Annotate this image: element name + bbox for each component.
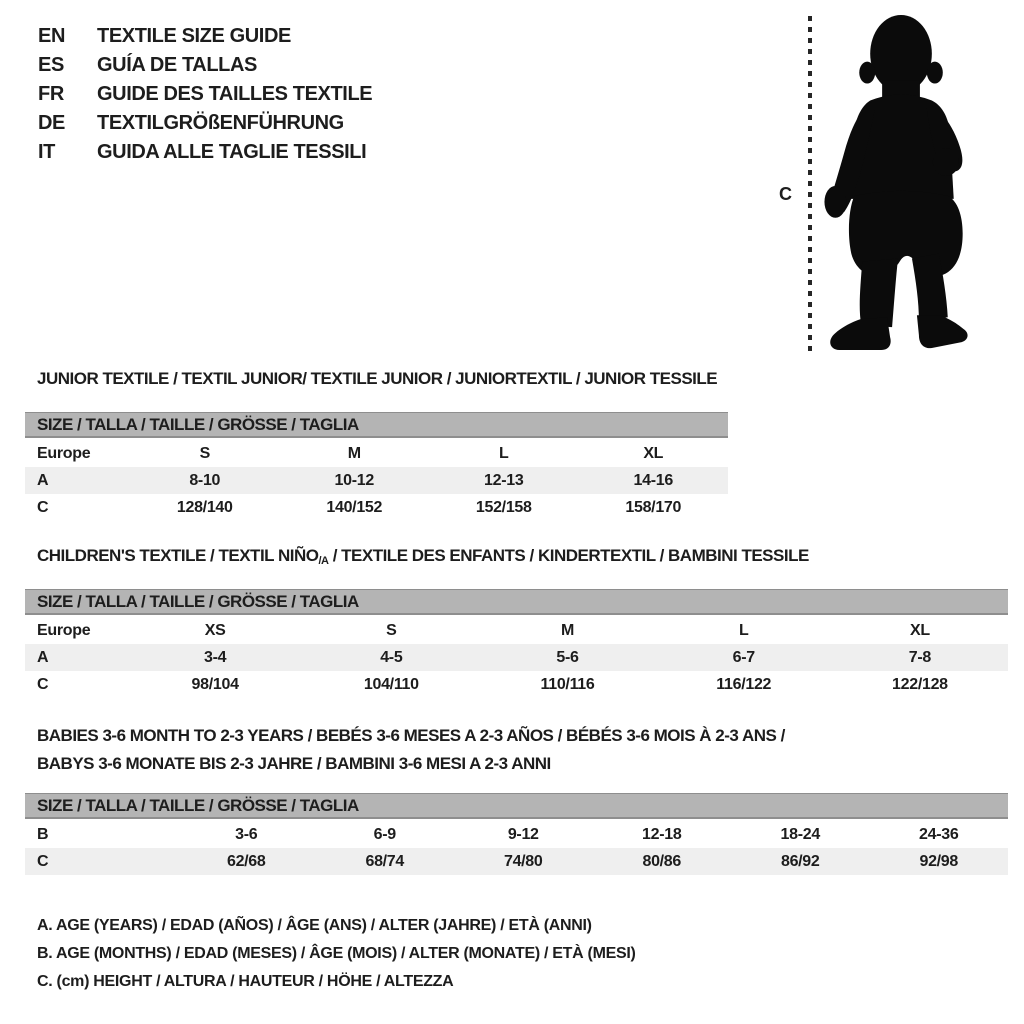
- age-cell: 8-10: [189, 472, 221, 489]
- row-label: Europe: [37, 622, 91, 639]
- row-label: Europe: [37, 445, 91, 462]
- language-row-it: [38, 138, 372, 167]
- junior-size-table: [25, 412, 728, 521]
- size-cell: L: [738, 622, 749, 639]
- height-cell: 158/170: [625, 499, 682, 516]
- language-code: EN: [38, 25, 65, 47]
- height-cell: 86/92: [780, 853, 820, 870]
- size-cell: M: [560, 622, 575, 639]
- language-title: TEXTILE SIZE GUIDE: [97, 25, 291, 47]
- age-cell: 10-12: [334, 472, 374, 489]
- size-cell: L: [499, 445, 509, 462]
- height-cell: 74/80: [503, 853, 543, 870]
- babies-size-table: [25, 793, 1008, 875]
- size-cell: XS: [204, 622, 226, 639]
- height-cell: 68/74: [365, 853, 405, 870]
- babies-heading-line1: BABIES 3-6 MONTH TO 2-3 YEARS / BEBÉS 3-6 MESES A 2-3 AÑOS / BÉBÉS 3-6 MOIS À 2-3 ANS /: [37, 726, 785, 745]
- table-row: [25, 494, 728, 521]
- language-code: FR: [38, 83, 64, 105]
- language-title: GUIDA ALLE TAGLIE TESSILI: [97, 141, 367, 163]
- age-cell: 12-18: [642, 826, 682, 843]
- age-cell: 18-24: [780, 826, 820, 843]
- row-label: C: [37, 499, 49, 516]
- language-row-de: [38, 109, 372, 138]
- height-cell: 80/86: [642, 853, 682, 870]
- babies-heading-line2: BABYS 3-6 MONATE BIS 2-3 JAHRE / BAMBINI 3-6 MESI A 2-3 ANNI: [37, 754, 551, 773]
- height-cell: 152/158: [475, 499, 532, 516]
- height-cell: 128/140: [176, 499, 233, 516]
- age-cell: 14-16: [633, 472, 673, 489]
- row-label: A: [37, 472, 49, 489]
- measure-legend: [37, 912, 636, 996]
- babies-section-heading: [37, 722, 785, 778]
- table-row: [25, 821, 1008, 848]
- language-row-en: [38, 22, 372, 51]
- language-row-es: [38, 51, 372, 80]
- height-cell: 98/104: [191, 676, 239, 693]
- size-cell: XL: [909, 622, 930, 639]
- age-cell: 6-9: [373, 826, 396, 843]
- age-cell: 12-13: [484, 472, 524, 489]
- table-row: [25, 848, 1008, 875]
- language-title: GUIDE DES TAILLES TEXTILE: [97, 83, 373, 105]
- language-title: TEXTILGRÖßENFÜHRUNG: [97, 112, 344, 134]
- age-cell: 9-12: [507, 826, 539, 843]
- children-section-heading: [37, 546, 809, 567]
- language-title: GUÍA DE TALLAS: [97, 54, 257, 76]
- children-heading-subscript: /A: [318, 555, 329, 567]
- height-cell: 122/128: [892, 676, 948, 693]
- height-measure-label: C: [779, 184, 792, 204]
- size-table-header: SIZE / TALLA / TAILLE / GRÖSSE / TAGLIA: [25, 793, 1008, 819]
- age-cell: 3-4: [203, 649, 227, 666]
- age-cell: 3-6: [235, 826, 258, 843]
- children-size-table: [25, 589, 1008, 698]
- table-row: [25, 617, 1008, 644]
- size-table-header: SIZE / TALLA / TAILLE / GRÖSSE / TAGLIA: [25, 589, 1008, 615]
- age-cell: 24-36: [919, 826, 959, 843]
- age-cell: 7-8: [908, 649, 932, 666]
- legend-line-b: B. AGE (MONTHS) / EDAD (MESES) / ÂGE (MOIS) / ALTER (MONATE) / ETÀ (MESI): [37, 945, 636, 962]
- table-row: [25, 440, 728, 467]
- table-row: [25, 644, 1008, 671]
- size-cell: S: [199, 445, 210, 462]
- row-label: A: [37, 649, 49, 666]
- language-title-block: [38, 22, 372, 167]
- age-cell: 5-6: [556, 649, 579, 666]
- size-cell: XL: [643, 445, 664, 462]
- height-cell: 104/110: [363, 676, 419, 693]
- toddler-silhouette-icon: [820, 5, 990, 353]
- row-label: C: [37, 676, 49, 693]
- language-code: ES: [38, 54, 64, 76]
- size-cell: S: [386, 622, 397, 639]
- height-cell: 110/116: [540, 676, 595, 693]
- age-cell: 6-7: [732, 649, 755, 666]
- height-cell: 92/98: [919, 853, 959, 870]
- height-cell: 116/122: [716, 676, 772, 693]
- children-heading-post: / TEXTILE DES ENFANTS / KINDERTEXTIL / BAMBINI TESSILE: [328, 546, 809, 565]
- row-label: B: [37, 826, 49, 843]
- junior-section-heading: JUNIOR TEXTILE / TEXTIL JUNIOR/ TEXTILE JUNIOR / JUNIORTEXTIL / JUNIOR TESSILE: [37, 369, 718, 388]
- height-cell: 62/68: [226, 853, 266, 870]
- row-label: C: [37, 853, 49, 870]
- language-code: DE: [38, 112, 65, 134]
- language-row-fr: [38, 80, 372, 109]
- age-cell: 4-5: [380, 649, 403, 666]
- height-dotted-line: [808, 16, 812, 353]
- size-table-header: SIZE / TALLA / TAILLE / GRÖSSE / TAGLIA: [25, 412, 728, 438]
- table-row: [25, 467, 728, 494]
- size-cell: M: [347, 445, 361, 462]
- children-heading-pre: CHILDREN'S TEXTILE / TEXTIL NIÑO: [37, 546, 319, 565]
- legend-line-c: C. (cm) HEIGHT / ALTURA / HAUTEUR / HÖHE / ALTEZZA: [37, 973, 454, 990]
- legend-line-a: A. AGE (YEARS) / EDAD (AÑOS) / ÂGE (ANS) / ALTER (JAHRE) / ETÀ (ANNI): [37, 917, 592, 934]
- language-code: IT: [38, 141, 55, 163]
- table-row: [25, 671, 1008, 698]
- height-cell: 140/152: [326, 499, 383, 516]
